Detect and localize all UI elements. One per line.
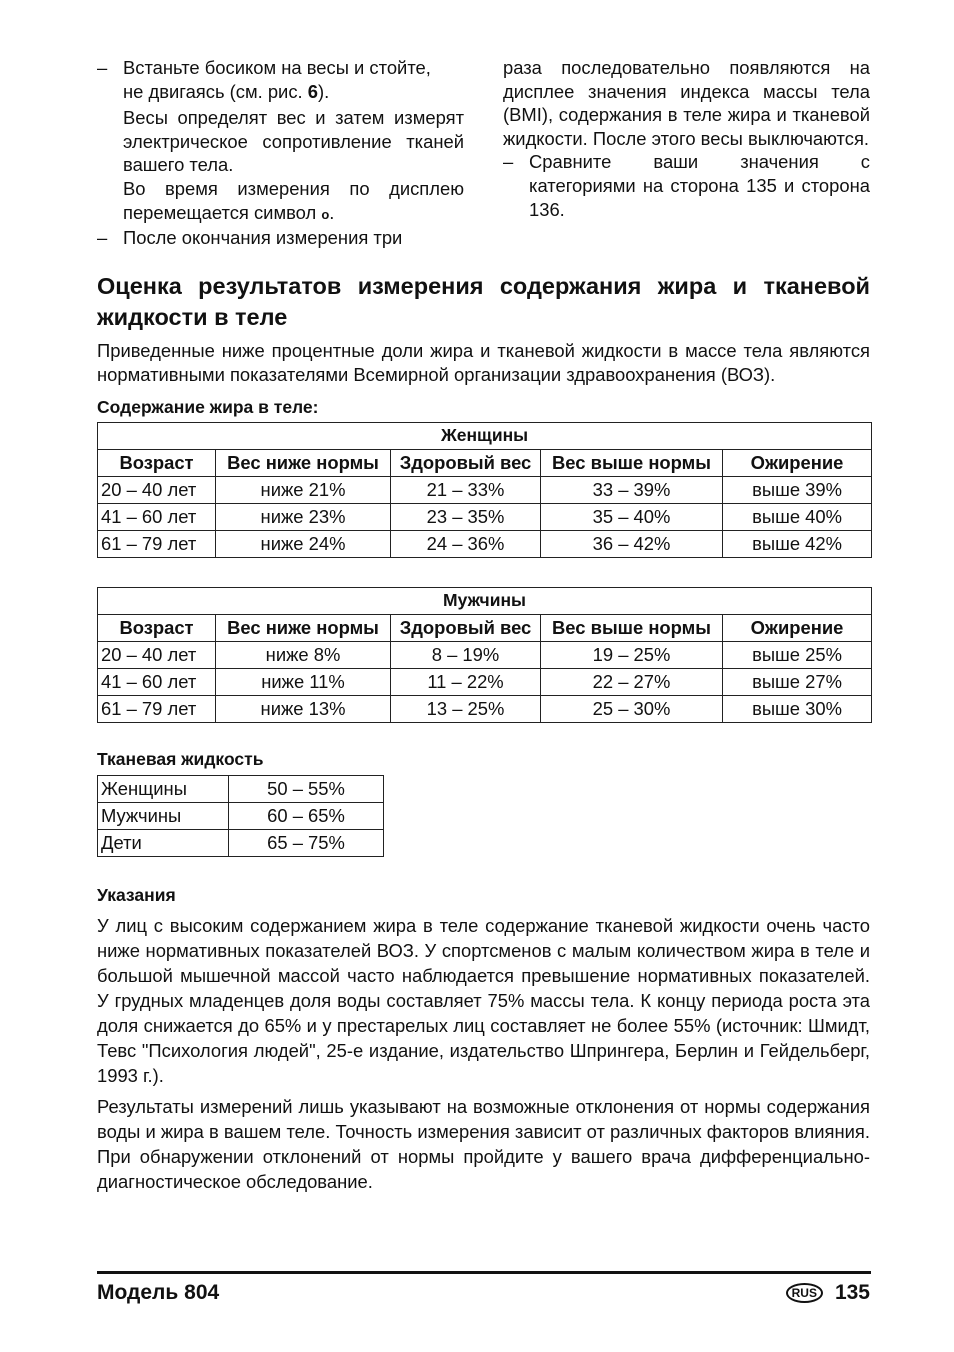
table-cell: выше 25%: [723, 641, 872, 668]
display-sequence-paragraph: раза последовательно появляются на дисплее значения индекса массы тела (BMI), содержания в теле жира и тканевой жидкости. После этого весы выключаются.: [503, 57, 870, 149]
column-header: Вес ниже нормы: [216, 449, 391, 476]
column-header: Вес выше нормы: [541, 449, 723, 476]
notes-paragraph: У лиц с высоким содержанием жира в теле содержание тканевой жидкости очень часто ниже нормативных показателей ВОЗ. У спортсменов с малым количеством жира в теле и большой мышечной массой часто наблюдается превышение нормативных показателей. У грудных младенцев доля воды составляет 75% массы тела. К концу периода роста эта доля снижается до 65% и у престарелых лиц составляет не более 55% (источник: Шмидт, Тевс "Психология людей", 25-е издание, издательство Шпрингера, Берлин и Гейдельберг, 1993 г.).: [97, 914, 870, 1086]
table-cell: Мужчины: [98, 802, 229, 829]
table-row: [98, 775, 384, 802]
table-cell: 61 – 79 лет: [98, 695, 216, 722]
table-cell: ниже 23%: [216, 503, 391, 530]
footer-model: Модель 804: [97, 1281, 220, 1304]
fat-table-men: [97, 587, 872, 723]
instructions-columns: [97, 56, 870, 250]
table-cell: 25 – 30%: [541, 695, 723, 722]
instructions-left-column: [97, 56, 464, 250]
figure-reference: 6: [307, 80, 318, 102]
table-cell: 8 – 19%: [391, 641, 541, 668]
table-cell: 20 – 40 лет: [98, 476, 216, 503]
column-header: Здоровый вес: [391, 614, 541, 641]
column-header: Возраст: [98, 614, 216, 641]
table-cell: ниже 24%: [216, 530, 391, 557]
table-cell: ниже 21%: [216, 476, 391, 503]
instructions-right-column: [503, 56, 870, 250]
fat-content-heading: Содержание жира в теле:: [97, 396, 319, 417]
bullet-dash: –: [503, 151, 514, 173]
tissue-fluid-table: [97, 775, 384, 857]
table-cell: 36 – 42%: [541, 530, 723, 557]
column-header: Ожирение: [723, 614, 872, 641]
column-header: Вес выше нормы: [541, 614, 723, 641]
fat-table-women: [97, 422, 872, 558]
table-cell: 41 – 60 лет: [98, 668, 216, 695]
table-cell: 65 – 75%: [229, 829, 384, 856]
table-row: [98, 503, 872, 530]
bullet-line-2-end: ).: [317, 80, 330, 102]
table-header-row: [98, 614, 872, 641]
instruction-bullet-compare: [503, 150, 870, 221]
table-cell: ниже 13%: [216, 695, 391, 722]
section-title: Оценка результатов измерения содержания жира и тканевой жидкости в теле: [97, 272, 870, 331]
table-cell: 21 – 33%: [391, 476, 541, 503]
instruction-bullet-stand: [97, 56, 464, 103]
table-row: [98, 802, 384, 829]
table-row: [98, 695, 872, 722]
scale-measures-paragraph: Весы определят вес и затем измерят электрическое сопротивление тканей вашего тела.: [123, 107, 464, 176]
table-cell: 20 – 40 лет: [98, 641, 216, 668]
page-content: [97, 56, 870, 1194]
table-cell: выше 27%: [723, 668, 872, 695]
footer-page-info: [786, 1281, 870, 1305]
bullet-dash: –: [97, 227, 108, 249]
bullet-text: [123, 56, 464, 103]
table-cell: 24 – 36%: [391, 530, 541, 557]
page-number: 135: [834, 1281, 870, 1304]
table-group-title: Женщины: [98, 422, 872, 449]
notes-section: [97, 913, 870, 1194]
table-cell: 35 – 40%: [541, 503, 723, 530]
table-cell: 19 – 25%: [541, 641, 723, 668]
table-row: [98, 641, 872, 668]
table-cell: 13 – 25%: [391, 695, 541, 722]
table-cell: 60 – 65%: [229, 802, 384, 829]
table-cell: выше 30%: [723, 695, 872, 722]
tissue-fluid-heading: Тканевая жидкость: [97, 748, 264, 769]
table-cell: выше 42%: [723, 530, 872, 557]
table-cell: Женщины: [98, 775, 229, 802]
table-row: [98, 829, 384, 856]
table-cell: Дети: [98, 829, 229, 856]
table-cell: выше 40%: [723, 503, 872, 530]
table-cell: ниже 8%: [216, 641, 391, 668]
display-symbol-icon: o: [321, 206, 330, 222]
bullet-line-2-start: не двигаясь (см. рис.: [123, 80, 308, 102]
table-cell: 23 – 35%: [391, 503, 541, 530]
instruction-bullet-after: [97, 226, 464, 250]
table-header-row: [98, 449, 872, 476]
table-group-title: Мужчины: [98, 587, 872, 614]
table-row: [98, 476, 872, 503]
table-cell: 11 – 22%: [391, 668, 541, 695]
bullet-dash: –: [97, 57, 108, 78]
language-badge-icon: RUS: [786, 1283, 823, 1303]
column-header: Здоровый вес: [391, 449, 541, 476]
column-header: Вес ниже нормы: [216, 614, 391, 641]
notes-paragraph: Результаты измерений лишь указывают на возможные отклонения от нормы содержания воды и жира в вашем теле. Точность измерения зависит от различных факторов влияния. При обнаружении отклонений от нормы пройдите у вашего врача дифференциально-диагностическое обследование.: [97, 1095, 870, 1192]
who-intro-paragraph: Приведенные ниже процентные доли жира и тканевой жидкости в массе тела являются нормативными показателями Всемирной организации здравоохранения (ВОЗ).: [97, 339, 870, 386]
table-cell: выше 39%: [723, 476, 872, 503]
table-cell: ниже 11%: [216, 668, 391, 695]
notes-heading: Указания: [97, 884, 176, 905]
bullet-line-1: Встаньте босиком на весы и стойте,: [123, 57, 431, 78]
table-row: [98, 530, 872, 557]
column-header: Ожирение: [723, 449, 872, 476]
display-symbol-text: Во время измерения по дисплею перемещается символ: [123, 177, 464, 223]
table-cell: 41 – 60 лет: [98, 503, 216, 530]
table-row: [98, 668, 872, 695]
table-cell: 33 – 39%: [541, 476, 723, 503]
footer-divider: [97, 1271, 871, 1274]
table-cell: 50 – 55%: [229, 775, 384, 802]
bullet-text: Сравните ваши значения с категориями на сторона 135 и сторона 136.: [529, 151, 870, 220]
display-symbol-paragraph: [123, 177, 464, 226]
column-header: Возраст: [98, 449, 216, 476]
table-cell: 22 – 27%: [541, 668, 723, 695]
table-cell: 61 – 79 лет: [98, 530, 216, 557]
bullet-text: После окончания измерения три: [123, 227, 403, 249]
display-symbol-end: .: [329, 201, 335, 223]
